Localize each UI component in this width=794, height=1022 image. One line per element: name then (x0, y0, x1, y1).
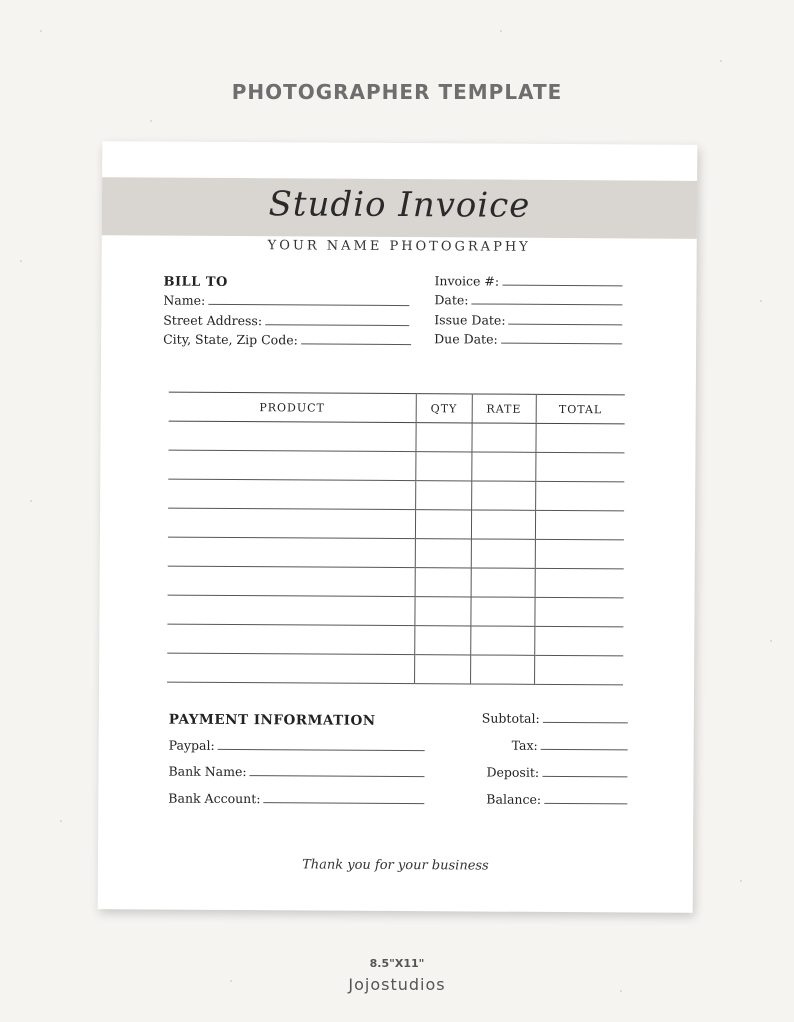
table-header-row (169, 392, 625, 424)
thank-you-note: Thank you for your business (302, 857, 489, 874)
payment-heading: PAYMENT INFORMATION (168, 711, 376, 729)
cell-total[interactable] (535, 452, 624, 482)
paypal-label: Paypal: (168, 737, 215, 753)
item-rows (167, 421, 625, 685)
col-qty: QTY (416, 394, 472, 423)
city-label: City, State, Zip Code: (163, 331, 298, 348)
table-row (168, 508, 624, 540)
bank-name-label: Bank Name: (168, 763, 247, 780)
cell-rate[interactable] (471, 510, 535, 539)
table-row (168, 537, 624, 569)
date-line (471, 302, 622, 305)
subtotal-label: Subtotal: (481, 710, 540, 726)
cell-qty[interactable] (415, 510, 471, 539)
cell-total[interactable] (535, 539, 624, 569)
issue-date-label: Issue Date: (434, 312, 506, 328)
cell-total[interactable] (534, 626, 623, 656)
name-field[interactable] (163, 293, 409, 310)
cell-qty[interactable] (415, 481, 471, 510)
col-total: TOTAL (536, 394, 625, 424)
invoice-number-field[interactable] (434, 273, 622, 289)
size-label: 8.5"X11" (369, 957, 425, 970)
invoice-title: Studio Invoice (268, 184, 531, 226)
date-label: Date: (434, 292, 469, 308)
cell-total[interactable] (534, 655, 623, 685)
balance-line (544, 802, 627, 805)
cell-product[interactable] (168, 479, 415, 510)
bank-account-field[interactable] (168, 791, 424, 808)
studio-name: YOUR NAME PHOTOGRAPHY (267, 238, 531, 255)
cell-product[interactable] (168, 421, 415, 452)
bank-name-field[interactable] (168, 764, 424, 781)
tax-field[interactable] (512, 738, 628, 754)
cell-total[interactable] (535, 568, 624, 598)
street-field[interactable] (163, 313, 409, 330)
paypal-line (218, 748, 425, 751)
tax-line (541, 748, 628, 751)
street-label: Street Address: (163, 312, 263, 329)
due-date-line (501, 342, 622, 345)
cell-total[interactable] (535, 597, 624, 627)
cell-qty[interactable] (415, 597, 471, 626)
name-label: Name: (163, 292, 206, 308)
deposit-field[interactable] (486, 765, 627, 781)
items-table (167, 392, 625, 686)
cell-qty[interactable] (414, 655, 470, 684)
deposit-label: Deposit: (486, 764, 540, 780)
cell-qty[interactable] (415, 568, 471, 597)
bank-name-line (250, 774, 425, 777)
subtotal-line (543, 721, 628, 724)
table-row (167, 595, 623, 627)
cell-product[interactable] (168, 566, 415, 597)
brand-label: Jojostudios (348, 975, 446, 994)
invoice-number-label: Invoice #: (434, 273, 500, 289)
cell-qty[interactable] (415, 539, 471, 568)
balance-field[interactable] (486, 792, 627, 808)
name-line (208, 303, 409, 306)
cell-product[interactable] (168, 537, 415, 568)
cell-total[interactable] (535, 481, 624, 511)
cell-rate[interactable] (471, 481, 535, 510)
cell-qty[interactable] (415, 626, 471, 655)
cell-qty[interactable] (416, 452, 472, 481)
city-field[interactable] (163, 332, 411, 349)
bill-to-heading: BILL TO (163, 274, 228, 290)
cell-qty[interactable] (416, 423, 472, 452)
table-row (168, 450, 624, 482)
subtotal-field[interactable] (482, 711, 628, 727)
cell-rate[interactable] (470, 626, 534, 655)
cell-product[interactable] (167, 624, 414, 655)
issue-date-line (509, 323, 623, 326)
city-line (301, 342, 411, 345)
issue-date-field[interactable] (434, 312, 622, 328)
table-row (168, 479, 624, 511)
deposit-line (542, 775, 627, 778)
cell-rate[interactable] (471, 597, 535, 626)
date-field[interactable] (434, 292, 622, 308)
cell-rate[interactable] (470, 655, 534, 684)
cell-product[interactable] (167, 653, 414, 684)
cell-rate[interactable] (472, 452, 536, 481)
table-row (167, 624, 623, 656)
table-row (168, 566, 624, 598)
due-date-label: Due Date: (434, 331, 498, 347)
cell-product[interactable] (167, 595, 414, 626)
invoice-number-line (502, 284, 622, 287)
cell-rate[interactable] (471, 568, 535, 597)
cell-product[interactable] (168, 450, 415, 481)
cell-total[interactable] (535, 510, 624, 540)
col-rate: RATE (472, 394, 536, 423)
cell-product[interactable] (168, 508, 415, 539)
cell-total[interactable] (536, 423, 625, 453)
invoice-sheet (98, 141, 698, 913)
table-row (168, 421, 624, 453)
table-row (167, 653, 623, 685)
paypal-field[interactable] (169, 738, 425, 755)
street-line (265, 323, 409, 326)
tax-label: Tax: (511, 737, 538, 753)
cell-rate[interactable] (472, 423, 536, 452)
page-header-title: PHOTOGRAPHER TEMPLATE (231, 80, 563, 104)
balance-label: Balance: (486, 791, 542, 807)
col-product: PRODUCT (169, 392, 416, 423)
cell-rate[interactable] (471, 539, 535, 568)
bank-account-line (263, 801, 424, 804)
bank-account-label: Bank Account: (168, 790, 261, 807)
due-date-field[interactable] (434, 331, 622, 347)
